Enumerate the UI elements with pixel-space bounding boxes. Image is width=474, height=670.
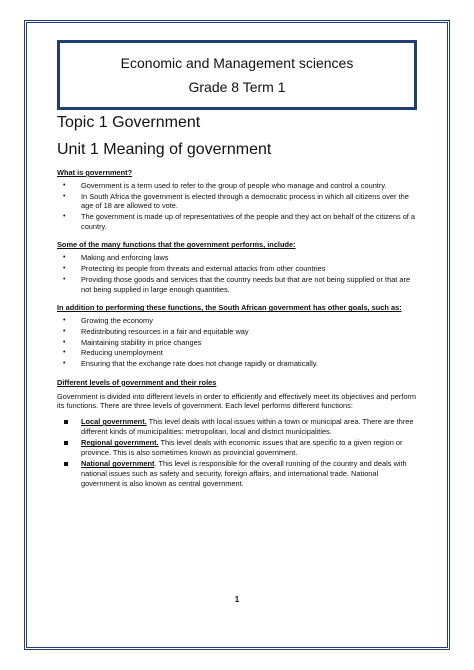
title-box <box>57 40 417 110</box>
list-item: Local government. This level deals with local issues within a town or municipal area. There are three different kinds of municipalities: metropolitan, local and district municipalities. <box>57 417 417 436</box>
subject-title: Economic and Management sciences <box>120 55 354 71</box>
document-body <box>57 114 417 490</box>
list-item: • In South Africa the government is elected through a democratic process in which all citizens over the age of 18 are allowed to vote. <box>63 191 409 211</box>
bullet-icon: • <box>63 275 66 283</box>
bullet-icon: • <box>63 213 66 221</box>
bullet-icon: • <box>63 254 66 262</box>
grade-term: Grade 8 Term 1 <box>188 79 286 95</box>
functions-list <box>57 253 417 294</box>
bullet-icon: • <box>63 327 66 335</box>
level-term: Regional government. <box>81 438 159 448</box>
unit-heading: Unit 1 Meaning of government <box>57 141 272 158</box>
list-item: • Government is a term used to refer to the group of people who manage and control a country. <box>63 181 387 190</box>
section-heading-goals: In addition to performing these functions, the South African government has other goals, such as: <box>57 303 402 313</box>
what-list <box>57 181 417 231</box>
bullet-icon: • <box>63 317 66 325</box>
topic-heading: Topic 1 Government <box>57 114 201 131</box>
bullet-icon: • <box>63 182 66 189</box>
section-heading-levels: Different levels of government and their roles <box>57 377 217 387</box>
square-bullet-icon <box>64 462 68 466</box>
levels-list <box>57 417 417 488</box>
list-item: • The government is made up of representatives of the people and they act on behalf of the citizens of a country. <box>63 212 416 231</box>
levels-intro: Government is divided into different levels in order to efficiently and effectively meet its objectives and perform its functions. There are three levels of government. Each level performs different functions: <box>57 391 417 411</box>
bullet-icon: • <box>63 360 66 368</box>
level-term: National government <box>81 459 155 469</box>
list-item: • Reducing unemployment <box>63 348 163 358</box>
square-bullet-icon <box>64 420 68 424</box>
section-heading-what: What is government? <box>57 168 133 177</box>
goals-list <box>57 316 417 369</box>
page-number: 1 <box>234 595 240 604</box>
list-item: • Maintaining stability in price changes <box>63 337 202 347</box>
section-heading-functions: Some of the many functions that the government performs, include: <box>57 240 296 250</box>
level-term: Local government. <box>81 417 147 426</box>
bullet-icon: • <box>63 192 66 200</box>
bullet-icon: • <box>63 338 66 346</box>
bullet-icon: • <box>63 349 66 357</box>
list-item: • Protecting its people from threats and external attacks from other countries <box>63 264 326 274</box>
list-item: National government. This level is responsible for the overall running of the country and deals with national issues such as safety and security, foreign affairs, and international trade. National government is also known as central government. <box>57 459 417 488</box>
list-item: • Making and enforcing laws <box>63 253 169 263</box>
list-item: • Redistributing resources in a fair and equitable way <box>63 326 249 336</box>
bullet-icon: • <box>63 265 66 273</box>
square-bullet-icon <box>64 441 68 445</box>
list-item: • Providing those goods and services that the country needs but that are not being supplied or that are not being supplied in large enough quantities. <box>63 274 411 294</box>
list-item: • Ensuring that the exchange rate does not change rapidly or dramatically. <box>63 359 318 369</box>
list-item: Regional government. This level deals with economic issues that are specific to a given region or province. This is also sometimes known as provincial government. <box>57 438 417 457</box>
list-item: • Growing the economy <box>63 316 153 326</box>
